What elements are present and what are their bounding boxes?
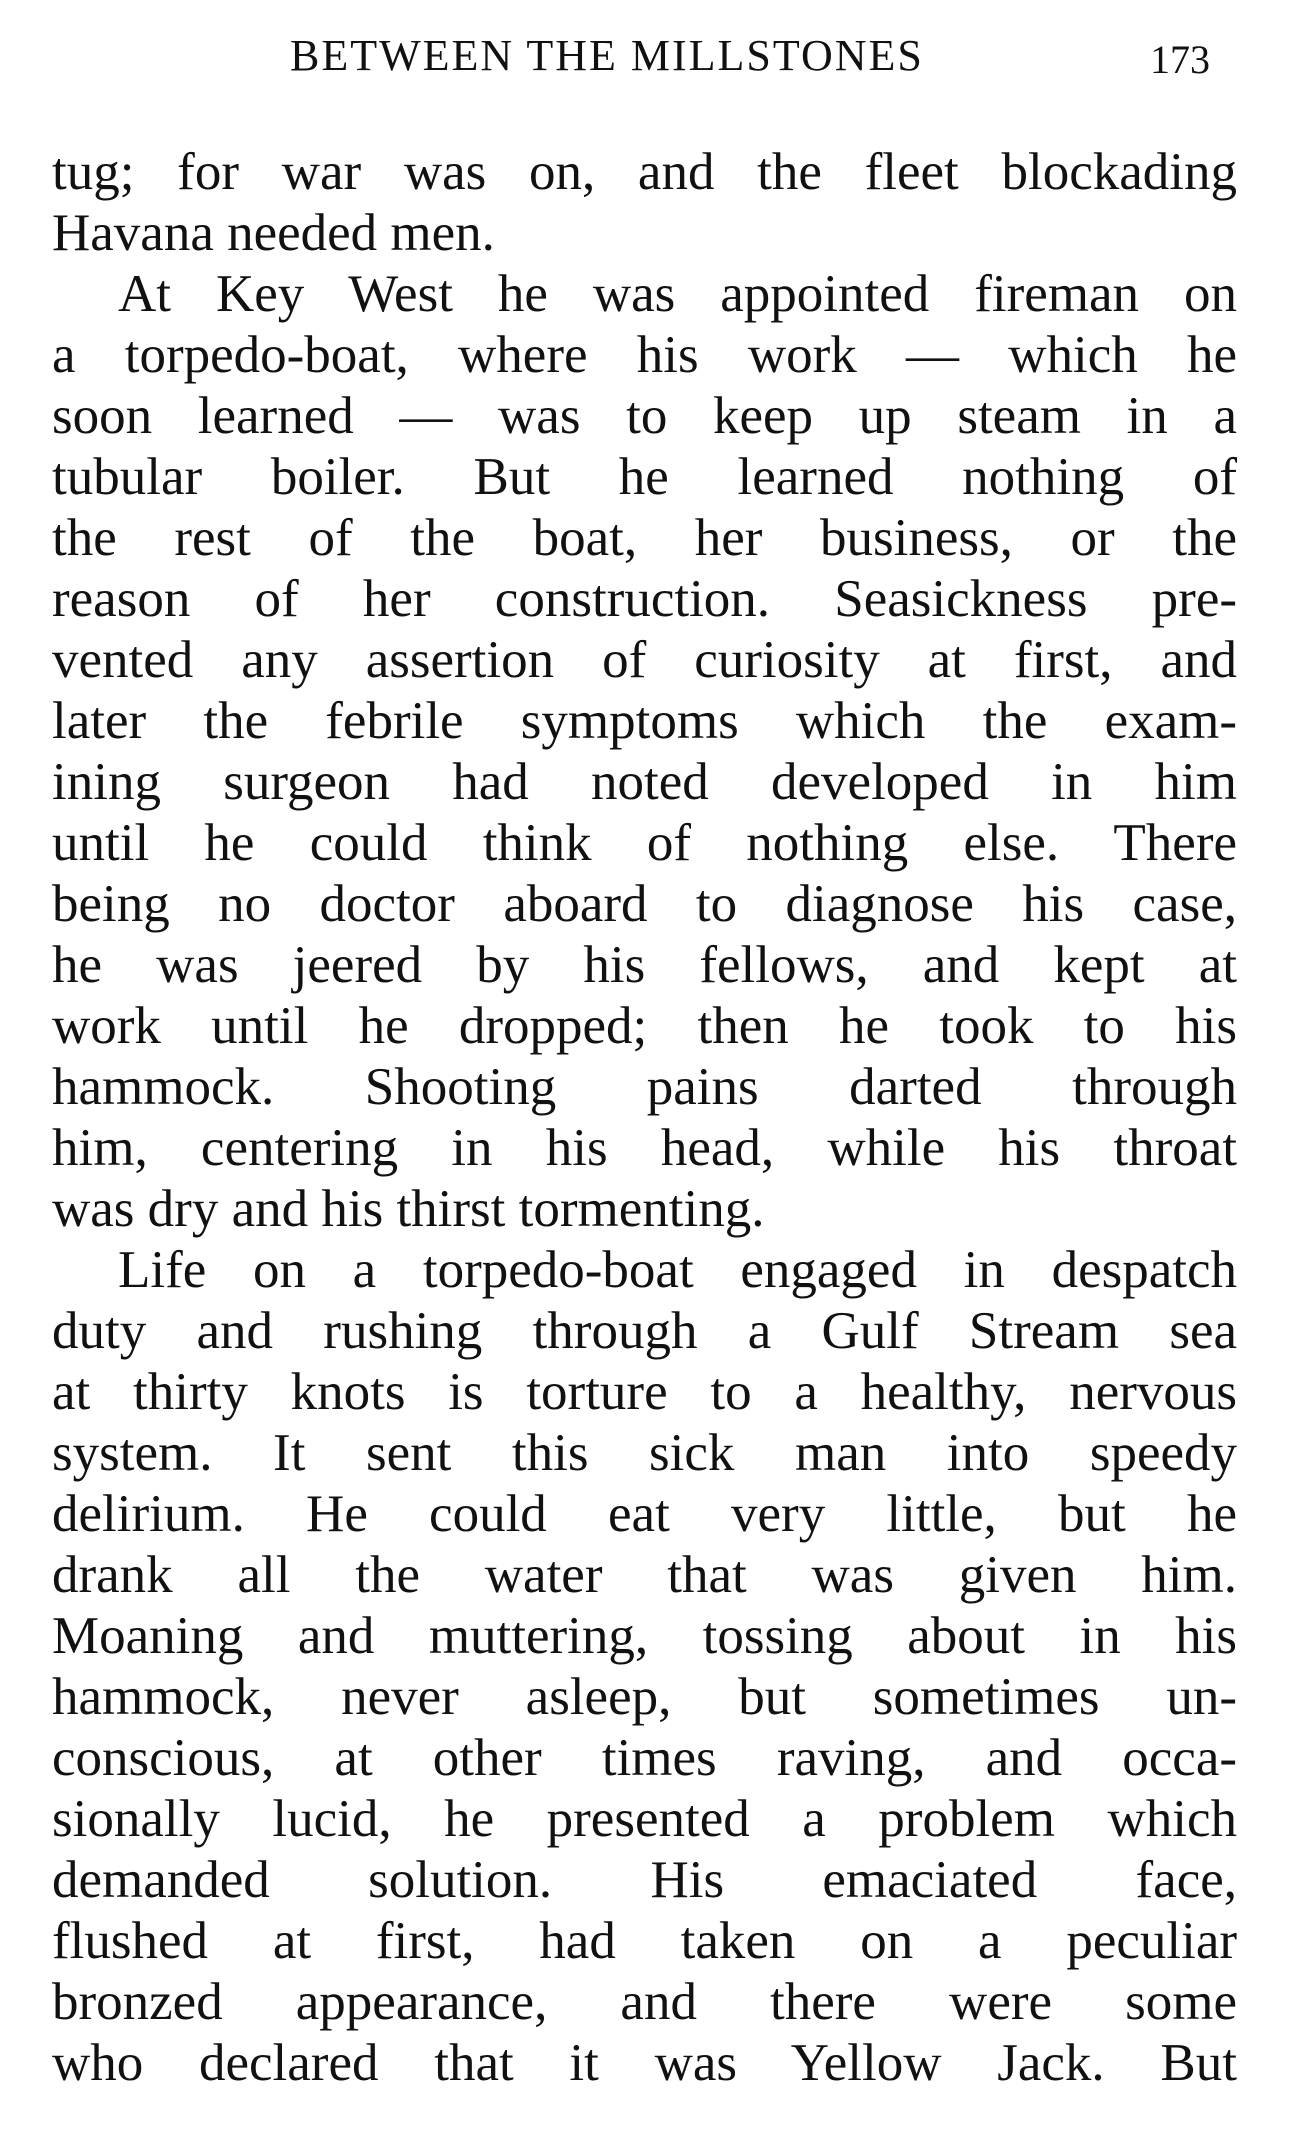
text-line: system. It sent this sick man into speedy bbox=[52, 1424, 1237, 1482]
text-line: vented any assertion of curiosity at first, and bbox=[52, 631, 1237, 689]
text-line: who declared that it was Yellow Jack. But bbox=[52, 2034, 1237, 2092]
text-line: Life on a torpedo-boat engaged in despatch bbox=[118, 1241, 1237, 1299]
body-text bbox=[52, 142, 1237, 2094]
text-line: until he could think of nothing else. There bbox=[52, 814, 1237, 872]
text-line: Moaning and muttering, tossing about in his bbox=[52, 1607, 1237, 1665]
text-line: hammock. Shooting pains darted through bbox=[52, 1058, 1237, 1116]
text-line: the rest of the boat, her business, or the bbox=[52, 509, 1237, 567]
running-head-title: BETWEEN THE MILLSTONES bbox=[290, 31, 924, 80]
text-line: ining surgeon had noted developed in him bbox=[52, 753, 1237, 811]
text-line: At Key West he was appointed fireman on bbox=[118, 265, 1237, 323]
text-line: conscious, at other times raving, and occa- bbox=[52, 1729, 1237, 1787]
text-line: hammock, never asleep, but sometimes un- bbox=[52, 1668, 1237, 1726]
text-line: sionally lucid, he presented a problem which bbox=[52, 1790, 1237, 1848]
text-line: being no doctor aboard to diagnose his case, bbox=[52, 875, 1237, 933]
text-line: flushed at first, had taken on a peculiar bbox=[52, 1912, 1237, 1970]
page-number: 173 bbox=[1150, 37, 1210, 82]
text-line: was dry and his thirst tormenting. bbox=[52, 1180, 765, 1238]
text-line: tubular boiler. But he learned nothing of bbox=[52, 448, 1237, 506]
text-line: drank all the water that was given him. bbox=[52, 1546, 1237, 1604]
text-line: soon learned — was to keep up steam in a bbox=[52, 387, 1237, 445]
text-line: duty and rushing through a Gulf Stream sea bbox=[52, 1302, 1237, 1360]
running-head bbox=[0, 30, 1297, 90]
text-line: at thirty knots is torture to a healthy, nervous bbox=[52, 1363, 1237, 1421]
text-line: work until he dropped; then he took to his bbox=[52, 997, 1237, 1055]
text-line: bronzed appearance, and there were some bbox=[52, 1973, 1237, 2031]
text-line: he was jeered by his fellows, and kept at bbox=[52, 936, 1237, 994]
text-line: reason of her construction. Seasickness pre- bbox=[52, 570, 1237, 628]
text-line: later the febrile symptoms which the exam- bbox=[52, 692, 1237, 750]
text-line: demanded solution. His emaciated face, bbox=[52, 1851, 1237, 1909]
text-line: tug; for war was on, and the fleet blockading bbox=[52, 143, 1237, 201]
text-line: a torpedo-boat, where his work — which he bbox=[52, 326, 1237, 384]
text-line: delirium. He could eat very little, but he bbox=[52, 1485, 1237, 1543]
text-line: Havana needed men. bbox=[52, 204, 495, 262]
text-line: him, centering in his head, while his throat bbox=[52, 1119, 1237, 1177]
